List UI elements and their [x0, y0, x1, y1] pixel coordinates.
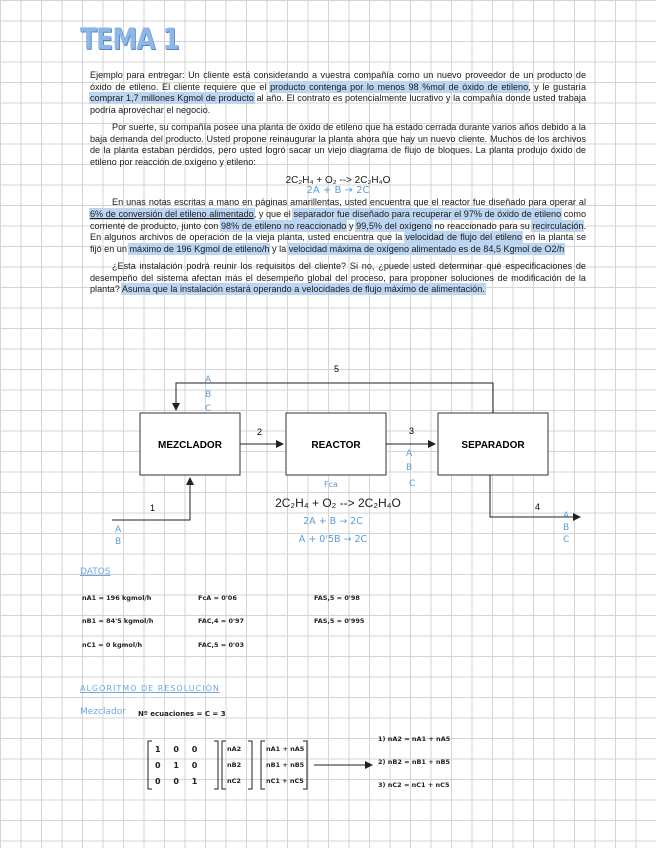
reactor-label: REACTOR [311, 440, 361, 451]
num-ecuaciones: Nº ecuaciones = C = 3 [138, 710, 226, 718]
stream-5-comp-c: C [205, 404, 212, 414]
highlight: 99,5% del oxígeno [356, 220, 432, 231]
highlight: velocidad máxima de oxígeno alimentado es de 84,5 Kgmol de O2/h [288, 244, 565, 255]
vector-sum-1: nA1 + nA5 [266, 745, 305, 753]
highlight: velocidad de flujo del etileno [405, 232, 522, 243]
dato-fas5-a: FAS,5 = 0'98 [314, 594, 360, 602]
paragraph-3: En unas notas escritas a mano en páginas amarillentas, usted encuentra que el reactor fue diseñado para operar al 6% de conversión del etileno alimentado, y que el separador fue diseñado para recuperar el 97% de óxido de etileno como corriente de producto, junto con 98% de etileno no reaccionado y 99,5% del oxígeno no reaccionado para su recirculación. En algunos archivos de operación de la vieja planta, usted encuentra que la velocidad de flujo del etileno en la planta se fijó en un máximo de 196 Kgmol de etileno/h y la velocidad máxima de oxígeno alimentado es de 84,5 Kgmol de O2/h [90, 197, 586, 255]
stream-3-comp-c: C [409, 479, 416, 489]
highlight: comprar 1,7 millones Kgmol de producto [90, 93, 254, 104]
stream-5-label: 5 [334, 364, 340, 374]
stream-4-comp-a: A [563, 511, 570, 521]
diagram-equation: 2C₂H₄ + O₂ --> 2C₂H₄O [275, 496, 401, 510]
stream-1-comp-a: A [115, 525, 122, 535]
paragraph-4: ¿Esta instalación podrá reunir los requisitos del cliente? Si no, ¿puede usted determinar qué especificaciones de desempeño del sistema afectan más el desempeño global del proceso, para proponer soluciones de modificación de la planta? Asuma que la instalación estará operando a velocidades de flujo máximo de alimentación. [90, 260, 586, 295]
reaction-equation-handwritten: 2A + B → 2C [306, 184, 370, 196]
stream-5-arrow [176, 383, 493, 413]
mezclador-heading: Mezclador [80, 707, 126, 717]
matrix-row-3: 0 0 1 [155, 777, 198, 786]
stream-3-label: 3 [409, 426, 415, 436]
dato-fac4: FAC,4 = 0'97 [198, 617, 245, 625]
vector-n-3: nC2 [227, 777, 241, 785]
stream-1-arrow [112, 478, 190, 520]
separador-label: SEPARADOR [461, 440, 525, 451]
result-3: 3) nC2 = nC1 + nC5 [378, 781, 450, 789]
page-title: TEMA 1 [80, 22, 180, 56]
matrix-bracket-right [214, 741, 218, 789]
highlight: Asuma que la instalación estará operando a velocidades de flujo máximo de alimentación. [121, 284, 485, 295]
stream-2-label: 2 [257, 427, 263, 437]
algoritmo-heading: ALGORITMO DE RESOLUCIÓN [80, 684, 220, 693]
stream-1-comp-b: B [115, 537, 122, 547]
vector-bracket-left [222, 741, 226, 789]
conversion-fca: Fca [324, 480, 338, 489]
highlight: separador fue diseñado para recuperar el 97% de óxido de etileno [293, 209, 562, 220]
dato-nb1: nB1 = 84'5 kgmol/h [82, 617, 154, 625]
stream-3-comp-a: A [406, 449, 413, 459]
dato-na1: nA1 = 196 kgmol/h [82, 594, 152, 602]
highlight: producto contenga por lo menos 98 %mol de óxido de etileno [270, 81, 529, 92]
mezclador-label: MEZCLADOR [158, 440, 222, 451]
dato-fca: FcA = 0'06 [198, 594, 237, 602]
highlight: 6% de conversión del etileno alimentado [90, 209, 254, 220]
sum-bracket-left [261, 741, 265, 789]
vector-sum-2: nB1 + nB5 [266, 761, 305, 769]
stream-4-comp-c: C [563, 535, 570, 545]
stream-3-comp-b: B [406, 463, 413, 473]
dato-fas5-b: FAS,5 = 0'995 [314, 617, 365, 625]
matrix-row-2: 0 1 0 [155, 761, 198, 770]
stream-1-label: 1 [150, 503, 156, 513]
highlight: 98% de etileno no reaccionado [221, 220, 347, 231]
paragraph-1: Ejemplo para entregar: Un cliente está considerando a vuestra compañía como un nuevo proveedor de un producto de óxido de etileno. El cliente requiere que el producto contenga por lo menos 98 %mol de óxido de etileno, y le gustaría comprar 1,7 millones Kgmol de producto al año. El contrato es potencialmente lucrativo y la compañía donde usted trabaja podría aprovechar el negocio. [90, 70, 587, 116]
vector-sum-3: nC1 + nC5 [266, 777, 304, 785]
vector-n-1: nA2 [227, 745, 242, 753]
stream-5-comp-b: B [205, 390, 212, 400]
stream-5-comp-a: A [205, 375, 212, 385]
highlight: máximo de 196 Kgmol de etileno/h [129, 244, 270, 255]
highlight: recirculación [532, 220, 584, 231]
matrix-bracket-left [148, 741, 152, 789]
vector-bracket-right [248, 741, 252, 789]
datos-heading: DATOS [80, 567, 111, 577]
diagram-hand-eq-2: A + 0'5B → 2C [298, 534, 368, 545]
paragraph-2: Por suerte, su compañía posee una planta de óxido de etileno que ha estado cerrada durante varios años debido a la baja demanda del producto. Usted propone reinaugurar la planta ahora que hay un nuevo cliente. Muchos de los archivos de la planta estaban perdidos, pero usted logró sacar un viejo diagrama de flujo de bloques. La planta produjo óxido de etileno por reacción de oxígeno y etileno: [90, 121, 586, 167]
reaction-equation: 2C₂H₄ + O₂ --> 2C₂H₄O [285, 174, 391, 186]
matrix-row-1: 1 0 0 [155, 745, 198, 754]
result-2: 2) nB2 = nB1 + nB5 [378, 758, 451, 766]
stream-4-label: 4 [535, 502, 541, 512]
vector-n-2: nB2 [227, 761, 242, 769]
dato-nc1: nC1 = 0 kgmol/h [82, 641, 143, 649]
stream-4-comp-b: B [563, 523, 570, 533]
result-1: 1) nA2 = nA1 + nA5 [378, 735, 451, 743]
diagram-hand-eq-1: 2A + B → 2C [303, 516, 363, 527]
dato-fac5: FAC,5 = 0'03 [198, 641, 245, 649]
